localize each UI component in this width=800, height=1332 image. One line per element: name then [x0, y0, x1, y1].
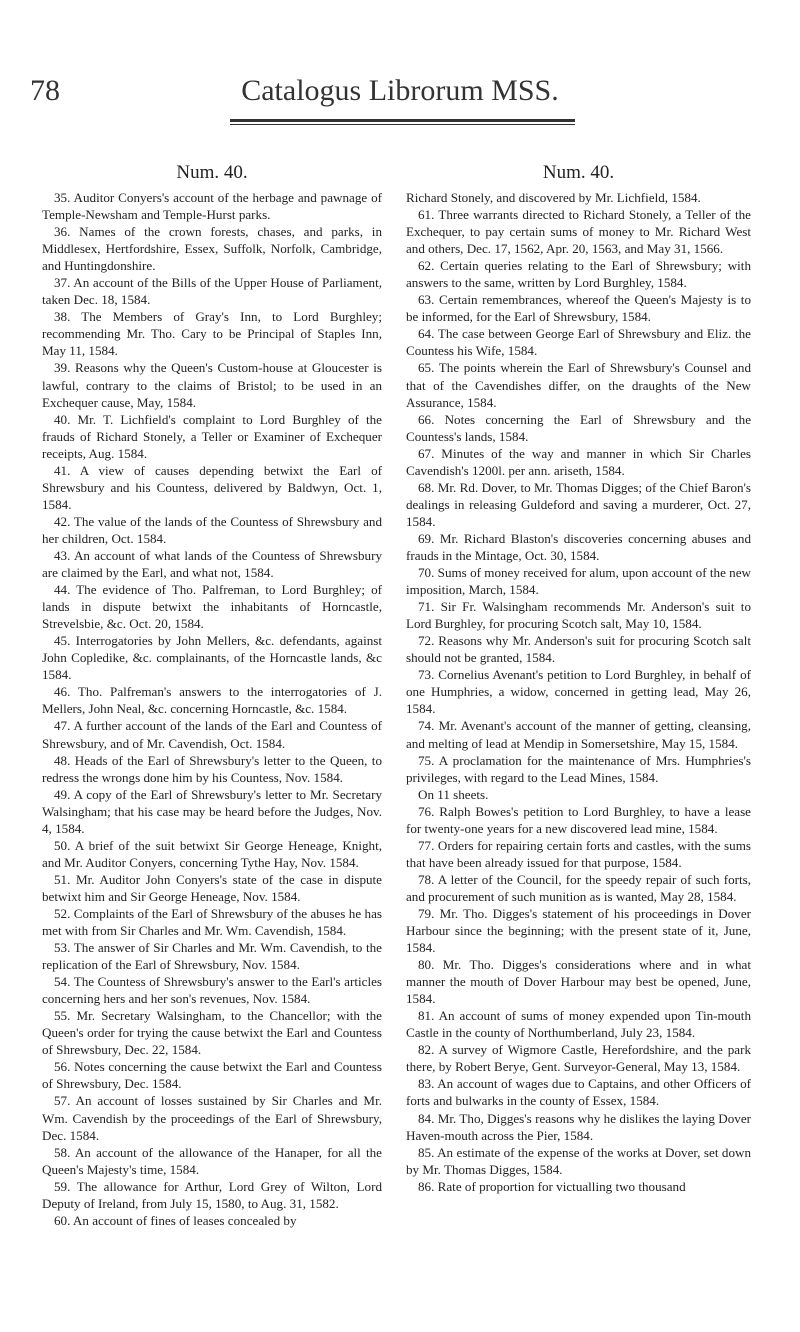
- catalog-entry: 40. Mr. T. Lichfield's complaint to Lord Burghley of the frauds of Richard Stonely, a Teller or Examiner of Exchequer receipts, Aug. 1584.: [42, 411, 382, 461]
- catalog-entry: 85. An estimate of the expense of the works at Dover, set down by Mr. Thomas Digges, 1584.: [406, 1144, 751, 1177]
- catalog-entry: 44. The evidence of Tho. Palfreman, to Lord Burghley; of lands in dispute betwixt the inhabitants of Horncastle, Strevelsbie, &c. Oct. 20, 1584.: [42, 582, 382, 632]
- catalog-entry: 59. The allowance for Arthur, Lord Grey of Wilton, Lord Deputy of Ireland, from July 15, 1580, to Aug. 31, 1582.: [42, 1178, 382, 1211]
- header-rule: [230, 119, 575, 125]
- catalog-entry: 78. A letter of the Council, for the speedy repair of such forts, and procurement of such munition as is wanted, May 28, 1584.: [406, 871, 751, 904]
- catalog-entry: 42. The value of the lands of the Countess of Shrewsbury and her children, Oct. 1584.: [42, 513, 382, 546]
- right-entries-list: [406, 206, 751, 1195]
- catalog-entry: 75. A proclamation for the maintenance of Mrs. Humphries's privileges, with regard to the Lead Mines, 1584.: [406, 752, 751, 785]
- catalog-entry: 53. The answer of Sir Charles and Mr. Wm. Cavendish, to the replication of the Earl of Shrewsbury, Nov. 1584.: [42, 940, 382, 973]
- catalog-entry: 37. An account of the Bills of the Upper House of Parliament, taken Dec. 18, 1584.: [42, 275, 382, 308]
- left-column-heading: Num. 40.: [176, 162, 248, 183]
- right-column: [406, 162, 751, 1195]
- catalog-entry: 80. Mr. Tho. Digges's considerations where and in what manner the mouth of Dover Harbour may best be opened, June, 1584.: [406, 957, 751, 1007]
- page-number: 78: [30, 74, 60, 107]
- catalog-entry: 43. An account of what lands of the Countess of Shrewsbury are claimed by the Earl, and what not, 1584.: [42, 547, 382, 581]
- catalog-entry: 39. Reasons why the Queen's Custom-house at Gloucester is lawful, contrary to the claims of Bristol; to be used in an Exchequer cause, May, 1584.: [42, 360, 382, 410]
- catalog-entry: On 11 sheets.: [418, 786, 489, 802]
- catalog-entry: 51. Mr. Auditor John Conyers's state of the case in dispute betwixt him and Sir George Heneage, Nov. 1584.: [42, 871, 382, 904]
- catalog-entry: 47. A further account of the lands of the Earl and Countess of Shrewsbury, and of Mr. Cavendish, Oct. 1584.: [42, 718, 382, 751]
- catalog-entry: 60. An account of fines of leases concealed by: [54, 1212, 297, 1228]
- catalog-entry: 57. An account of losses sustained by Sir Charles and Mr. Wm. Cavendish by the proceedings of the Earl of Shrewsbury, Dec. 1584.: [42, 1093, 382, 1143]
- catalog-entry: 61. Three warrants directed to Richard Stonely, a Teller of the Exchequer, to pay certain sums of money to Mr. Richard West and others, Dec. 17, 1562, Apr. 20, 1563, and May 31, 1566.: [406, 207, 751, 257]
- catalog-entry: 63. Certain remembrances, whereof the Queen's Majesty is to be informed, for the Earl of Shrewsbury, 1584.: [406, 292, 751, 325]
- catalog-entry: 41. A view of causes depending betwixt the Earl of Shrewsbury and his Countess, delivered by Baldwyn, Oct. 1, 1584.: [42, 462, 382, 512]
- catalog-entry: 68. Mr. Rd. Dover, to Mr. Thomas Digges; of the Chief Baron's dealings in releasing Guldeford and saving a murderer, Oct. 27, 1584.: [406, 479, 751, 529]
- catalog-entry: 70. Sums of money received for alum, upon account of the new imposition, March, 1584.: [406, 565, 751, 598]
- catalog-entry: 36. Names of the crown forests, chases, and parks, in Middlesex, Hertfordshire, Essex, Suffolk, Norfolk, Cambridge, and Huntingdonshire.: [42, 224, 382, 274]
- catalog-entry: 76. Ralph Bowes's petition to Lord Burghley, to have a lease for twenty-one years for a new discovered lead mine, 1584.: [406, 803, 751, 836]
- running-header-title: Catalogus Librorum MSS.: [241, 74, 559, 107]
- catalog-entry: 77. Orders for repairing certain forts and castles, with the sums that have been already issued for that purpose, 1584.: [406, 837, 751, 870]
- catalog-entry: 45. Interrogatories by John Mellers, &c. defendants, against John Copledike, &c. complainants, of the Horncastle lands, &c 1584.: [42, 633, 382, 683]
- catalog-entry: 65. The points wherein the Earl of Shrewsbury's Counsel and that of the Cavendishes differ, on the draughts of the New Assurance, 1584.: [406, 360, 751, 410]
- catalog-entry: 58. An account of the allowance of the Hanaper, for all the Queen's Majesty's time, 1584.: [42, 1144, 382, 1177]
- right-column-heading: Num. 40.: [542, 162, 615, 183]
- catalog-entry: 56. Notes concerning the cause betwixt the Earl and Countess of Shrewsbury, Dec. 1584.: [42, 1059, 382, 1092]
- catalog-entry: 82. A survey of Wigmore Castle, Herefordshire, and the park there, by Robert Berye, Gent. Surveyor-General, May 13, 1584.: [406, 1042, 751, 1075]
- left-entries-list: [42, 189, 382, 1229]
- continued-entry: Richard Stonely, and discovered by Mr. Lichfield, 1584.: [406, 190, 701, 205]
- catalog-entry: 69. Mr. Richard Blaston's discoveries concerning abuses and frauds in the Mintage, Oct. 30, 1584.: [406, 530, 751, 563]
- catalog-entry: 48. Heads of the Earl of Shrewsbury's letter to the Queen, to redress the wrongs done him by his Countess, Nov. 1584.: [42, 752, 382, 785]
- left-column: [42, 162, 382, 1229]
- catalog-entry: 74. Mr. Avenant's account of the manner of getting, cleansing, and melting of lead at Mendip in Somersetshire, May 15, 1584.: [406, 718, 751, 751]
- catalog-entry: 79. Mr. Tho. Digges's statement of his proceedings in Dover Harbour since the beginning; with the present state of it, June, 1584.: [406, 905, 751, 956]
- catalog-entry: 66. Notes concerning the Earl of Shrewsbury and the Countess's lands, 1584.: [406, 411, 751, 444]
- catalog-entry: 83. An account of wages due to Captains, and other Officers of forts and bulwarks in the county of Essex, 1584.: [406, 1076, 751, 1109]
- catalog-entry: 86. Rate of proportion for victualling two thousand: [418, 1178, 686, 1194]
- catalog-entry: 35. Auditor Conyers's account of the herbage and pawnage of Temple-Newsham and Temple-Hurst parks.: [42, 190, 382, 223]
- catalog-entry: 72. Reasons why Mr. Anderson's suit for procuring Scotch salt should not be granted, 1584.: [406, 633, 751, 666]
- catalog-entry: 71. Sir Fr. Walsingham recommends Mr. Anderson's suit to Lord Burghley, for procuring Scotch salt, May 10, 1584.: [406, 599, 751, 632]
- catalog-entry: 73. Cornelius Avenant's petition to Lord Burghley, in behalf of one Humphries, a widow, concerned in getting lead, May 26, 1584.: [406, 667, 751, 717]
- catalog-entry: 84. Mr. Tho, Digges's reasons why he dislikes the laying Dover Haven-mouth across the Pier, 1584.: [406, 1110, 751, 1143]
- catalog-entry: 67. Minutes of the way and manner in which Sir Charles Cavendish's 1200l. per ann. ariseth, 1584.: [406, 445, 751, 478]
- catalog-entry: 49. A copy of the Earl of Shrewsbury's letter to Mr. Secretary Walsingham; that his case may be heard before the Judges, Nov. 4, 1584.: [42, 786, 382, 836]
- catalog-entry: 50. A brief of the suit betwixt Sir George Heneage, Knight, and Mr. Auditor Conyers, concerning Tythe Hay, Nov. 1584.: [42, 837, 382, 870]
- catalog-entry: 81. An account of sums of money expended upon Tin-mouth Castle in the county of Northumberland, July 23, 1584.: [406, 1008, 751, 1041]
- catalog-entry: 55. Mr. Secretary Walsingham, to the Chancellor; with the Queen's order for trying the cause betwixt the Earl and Countess of Shrewsbury, Dec. 22, 1584.: [42, 1008, 382, 1058]
- catalog-entry: 52. Complaints of the Earl of Shrewsbury of the abuses he has met with from Sir Charles and Mr. Wm. Cavendish, 1584.: [42, 905, 382, 939]
- catalog-entry: 46. Tho. Palfreman's answers to the interrogatories of J. Mellers, John Neal, &c. concerning Horncastle, &c. 1584.: [42, 684, 382, 717]
- catalog-entry: 38. The Members of Gray's Inn, to Lord Burghley; recommending Mr. Tho. Cary to be Principal of Staples Inn, May 11, 1584.: [42, 309, 382, 359]
- catalog-entry: 54. The Countess of Shrewsbury's answer to the Earl's articles concerning hers and her son's revenues, Nov. 1584.: [42, 974, 382, 1007]
- catalog-entry: 62. Certain queries relating to the Earl of Shrewsbury; with answers to the same, written by Lord Burghley, 1584.: [406, 258, 751, 291]
- catalog-entry: 64. The case between George Earl of Shrewsbury and Eliz. the Countess his Wife, 1584.: [406, 326, 751, 359]
